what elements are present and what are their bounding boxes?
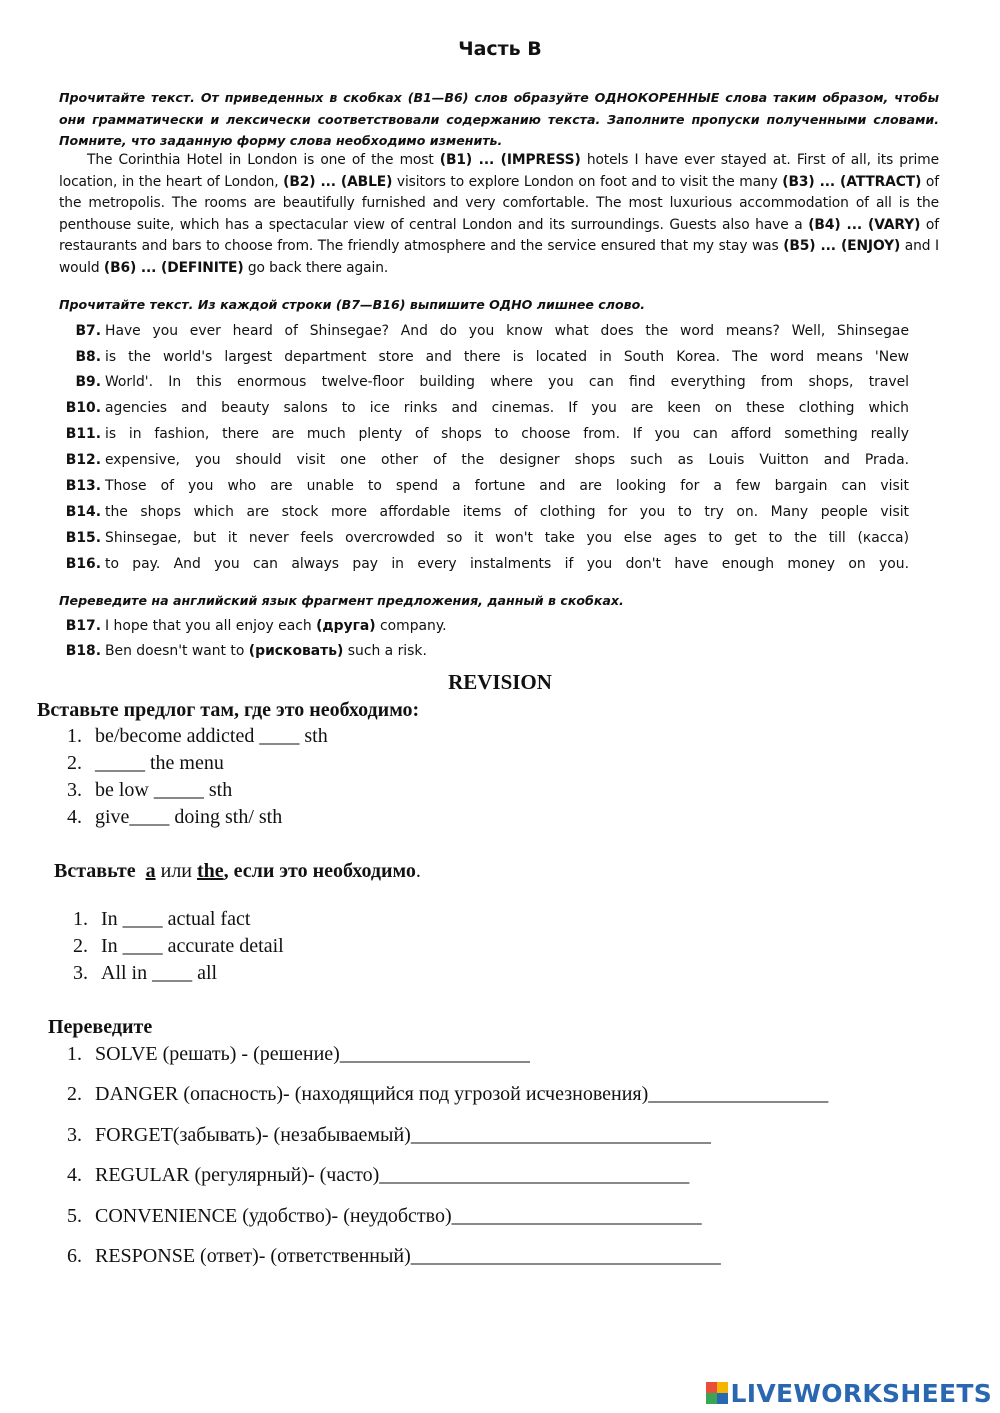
part-title: Часть B bbox=[458, 38, 542, 60]
article-item-1: 1. In ____ actual fact bbox=[73, 908, 251, 930]
gap-b2: (B2) ... (ABLE) bbox=[283, 173, 393, 190]
line-b14: B14. the shops which are stock more affordable items of clothing for you to try on. Many people visit bbox=[65, 504, 909, 520]
line-b11: B11. is in fashion, there are much plenty of shops to choose from. If you can afford something really bbox=[65, 426, 909, 442]
word-item-1: 1. SOLVE (решать) - (решение)___________________ bbox=[67, 1043, 530, 1065]
word-item-4: 4. REGULAR (регулярный)- (часто)_______________________________ bbox=[67, 1164, 690, 1186]
liveworksheets-logo[interactable] bbox=[706, 1378, 992, 1408]
line-b12: B12. expensive, you should visit one other of the designer shops such as Louis Vuitton and Prada. bbox=[65, 452, 909, 468]
line-b16: B16. to pay. And you can always pay in every instalments if you don't have enough money on you. bbox=[65, 556, 909, 572]
articles-heading: Вставьте a или the, если это необходимо. bbox=[54, 860, 421, 882]
prep-item-1: 1. be/become addicted ____ sth bbox=[67, 725, 328, 747]
line-b18: B18. Ben doesn't want to (рисковать) such a risk. bbox=[65, 643, 427, 659]
word-item-6: 6. RESPONSE (ответ)- (ответственный)_______________________________ bbox=[67, 1245, 721, 1267]
hotel-text: The Corinthia Hotel in London is one of the most (B1) ... (IMPRESS) hotels I have ever stayed at. First of all, its prime location, in the heart of London, (B2) ... (ABLE) visitors to explore London on foot and to visit the many (B3) ... (ATTRACT) of the metropolis. The rooms are beautifully furnished and very comfortable. The most luxurious accommodation of all is the penthouse suite, which has a spectacular view of central London and its surroundings. Guests also have a (B4) ... (VARY) of restaurants and bars to choose from. The friendly atmosphere and the service ensured that my stay was (B5) ... (ENJOY) and I would (B6) ... (DEFINITE) go back there again. bbox=[59, 152, 939, 276]
logo-square-yellow bbox=[717, 1382, 728, 1393]
prep-item-4: 4. give____ doing sth/ sth bbox=[67, 806, 283, 828]
prepositions-heading: Вставьте предлог там, где это необходимо: bbox=[37, 699, 420, 721]
word-item-2: 2. DANGER (опасность)- (находящийся под угрозой исчезновения)__________________ bbox=[67, 1083, 829, 1105]
gap-b4: (B4) ... (VARY) bbox=[808, 216, 921, 233]
liveworksheets-logo-icon bbox=[706, 1382, 728, 1404]
logo-square-red bbox=[706, 1382, 717, 1393]
scanned-section bbox=[0, 0, 1000, 670]
instruction-extra-word: Прочитайте текст. Из каждой строки (B7—B16) выпишите ОДНО лишнее слово. bbox=[59, 297, 646, 312]
gap-b5: (B5) ... (ENJOY) bbox=[783, 238, 901, 255]
line-b7: B7. Have you ever heard of Shinsegae? And do you know what does the word means? Well, Shinsegae bbox=[75, 323, 909, 339]
article-item-3: 3. All in ____ all bbox=[73, 962, 218, 984]
logo-square-blue bbox=[717, 1393, 728, 1404]
translate-heading: Переведите bbox=[48, 1016, 153, 1038]
instruction-word-formation: Прочитайте текст. От приведенных в скобках (B1—B6) слов образуйте ОДНОКОРЕННЫЕ слова таким образом, чтобы они грамматически и лексически соответствовали содержанию текста. Заполните пропуски полученными словами. Помните, что заданную форму слова необходимо изменить. bbox=[59, 90, 939, 148]
prep-item-3: 3. be low _____ sth bbox=[67, 779, 233, 801]
line-b10: B10. agencies and beauty salons to ice rinks and cinemas. If you are keen on these clothing which bbox=[65, 400, 909, 416]
prep-item-2: 2. _____ the menu bbox=[67, 752, 224, 774]
line-b9: B9. World'. In this enormous twelve-floor building where you can find everything from shops, travel bbox=[75, 374, 909, 390]
word-item-3: 3. FORGET(забывать)- (незабываемый)______________________________ bbox=[67, 1124, 711, 1146]
gap-b1: (B1) ... (IMPRESS) bbox=[439, 152, 581, 168]
gap-b6: (B6) ... (DEFINITE) bbox=[103, 259, 244, 276]
line-b15: B15. Shinsegae, but it never feels overcrowded so it won't take you else ages to get to the till (касса) bbox=[65, 530, 909, 546]
line-b17: B17. I hope that you all enjoy each (друга) company. bbox=[65, 618, 447, 634]
line-b13: B13. Those of you who are unable to spend a fortune and are looking for a few bargain can visit bbox=[65, 478, 909, 494]
instruction-translate-fragment: Переведите на английский язык фрагмент предложения, данный в скобках. bbox=[59, 593, 624, 608]
article-item-2: 2. In ____ accurate detail bbox=[73, 935, 284, 957]
revision-title: REVISION bbox=[448, 670, 552, 694]
word-item-5: 5. CONVENIENCE (удобство)- (неудобство)_________________________ bbox=[67, 1205, 702, 1227]
gap-b3: (B3) ... (ATTRACT) bbox=[782, 173, 922, 190]
logo-text: LIVEWORKSHEETS bbox=[730, 1378, 992, 1408]
line-b8: B8. is the world's largest department store and there is located in South Korea. The word means 'New bbox=[75, 349, 909, 365]
logo-square-green bbox=[706, 1393, 717, 1404]
